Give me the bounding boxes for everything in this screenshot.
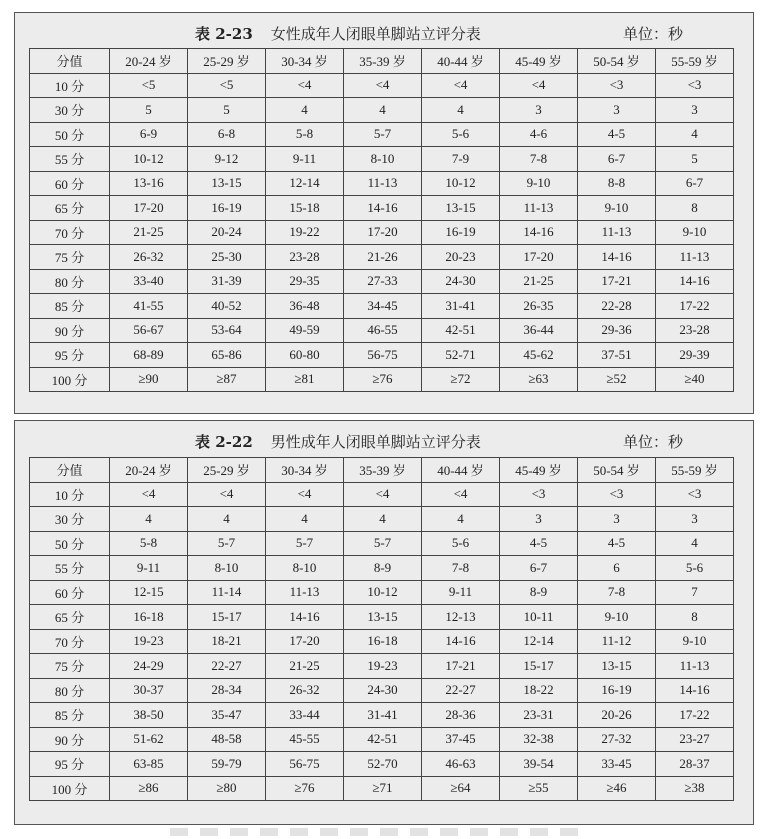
time-range-cell: 8-8 [578, 171, 656, 196]
time-range-cell: 24-29 [110, 654, 188, 679]
time-range-cell: 4 [344, 98, 422, 123]
time-range-cell: ≥80 [188, 776, 266, 801]
time-range-cell: 26-32 [110, 245, 188, 270]
time-range-cell: 42-51 [422, 318, 500, 343]
table-row [30, 220, 734, 245]
time-range-cell: 4 [110, 507, 188, 532]
time-range-cell: 23-31 [500, 703, 578, 728]
score-cell: 50 分 [30, 122, 110, 147]
time-range-cell: 46-55 [344, 318, 422, 343]
time-range-cell: 10-12 [110, 147, 188, 172]
header-cell-age-group: 50-54 岁 [578, 49, 656, 74]
time-range-cell: 15-17 [188, 605, 266, 630]
table-row [30, 531, 734, 556]
time-range-cell: 23-28 [266, 245, 344, 270]
time-range-cell: 14-16 [656, 678, 734, 703]
score-cell: 65 分 [30, 605, 110, 630]
time-range-cell: 3 [656, 98, 734, 123]
time-range-cell: <3 [656, 73, 734, 98]
table-row [30, 318, 734, 343]
time-range-cell: 22-27 [188, 654, 266, 679]
time-range-cell: 6 [578, 556, 656, 581]
time-range-cell: 63-85 [110, 752, 188, 777]
time-range-cell: 31-39 [188, 269, 266, 294]
header-cell-age-group: 40-44 岁 [422, 458, 500, 483]
time-range-cell: 3 [578, 98, 656, 123]
time-range-cell: <3 [578, 482, 656, 507]
time-range-cell: 53-64 [188, 318, 266, 343]
time-range-cell: 15-17 [500, 654, 578, 679]
header-cell-score: 分值 [30, 49, 110, 74]
time-range-cell: 34-45 [344, 294, 422, 319]
score-cell: 70 分 [30, 220, 110, 245]
time-range-cell: 10-11 [500, 605, 578, 630]
time-range-cell: <4 [500, 73, 578, 98]
time-range-cell: 4 [656, 531, 734, 556]
time-range-cell: 14-16 [266, 605, 344, 630]
time-range-cell: 33-45 [578, 752, 656, 777]
header-cell-age-group: 35-39 岁 [344, 49, 422, 74]
blurred-footer-text [170, 828, 590, 836]
time-range-cell: 14-16 [500, 220, 578, 245]
time-range-cell: 7 [656, 580, 734, 605]
time-range-cell: 29-39 [656, 343, 734, 368]
time-range-cell: 51-62 [110, 727, 188, 752]
time-range-cell: 9-11 [422, 580, 500, 605]
time-range-cell: 17-20 [266, 629, 344, 654]
table-number: 表 2-23 [195, 25, 253, 43]
score-cell: 80 分 [30, 269, 110, 294]
time-range-cell: 31-41 [344, 703, 422, 728]
score-cell: 75 分 [30, 654, 110, 679]
time-range-cell: 25-30 [188, 245, 266, 270]
time-range-cell: 11-13 [500, 196, 578, 221]
time-range-cell: 16-19 [422, 220, 500, 245]
time-range-cell: 5-7 [266, 531, 344, 556]
time-range-cell: 37-51 [578, 343, 656, 368]
time-range-cell: 22-28 [578, 294, 656, 319]
table-row [30, 703, 734, 728]
time-range-cell: 46-63 [422, 752, 500, 777]
table-row [30, 629, 734, 654]
time-range-cell: 31-41 [422, 294, 500, 319]
time-range-cell: 9-10 [500, 171, 578, 196]
female-score-table-panel [14, 12, 754, 414]
header-row [30, 49, 734, 74]
time-range-cell: 4 [344, 507, 422, 532]
table-row [30, 678, 734, 703]
header-cell-score: 分值 [30, 458, 110, 483]
time-range-cell: 13-15 [422, 196, 500, 221]
time-range-cell: 10-12 [422, 171, 500, 196]
time-range-cell: 9-12 [188, 147, 266, 172]
time-range-cell: 3 [500, 98, 578, 123]
time-range-cell: 14-16 [422, 629, 500, 654]
time-range-cell: 17-21 [578, 269, 656, 294]
score-cell: 90 分 [30, 318, 110, 343]
time-range-cell: 17-21 [422, 654, 500, 679]
score-cell: 90 分 [30, 727, 110, 752]
time-range-cell: 15-18 [266, 196, 344, 221]
score-table [29, 457, 734, 801]
time-range-cell: 13-15 [344, 605, 422, 630]
time-range-cell: 13-15 [188, 171, 266, 196]
time-range-cell: 42-51 [344, 727, 422, 752]
time-range-cell: 37-45 [422, 727, 500, 752]
time-range-cell: ≥46 [578, 776, 656, 801]
time-range-cell: 17-20 [110, 196, 188, 221]
table-title [195, 23, 481, 44]
score-table [29, 48, 734, 392]
time-range-cell: <4 [188, 482, 266, 507]
table-row [30, 73, 734, 98]
time-range-cell: 8 [656, 196, 734, 221]
time-range-cell: 21-25 [266, 654, 344, 679]
time-range-cell: 16-18 [110, 605, 188, 630]
header-cell-age-group: 45-49 岁 [500, 49, 578, 74]
table-row [30, 580, 734, 605]
time-range-cell: 23-27 [656, 727, 734, 752]
header-cell-age-group: 30-34 岁 [266, 458, 344, 483]
time-range-cell: 12-14 [500, 629, 578, 654]
time-range-cell: 16-19 [578, 678, 656, 703]
time-range-cell: 11-13 [344, 171, 422, 196]
time-range-cell: 9-10 [656, 629, 734, 654]
time-range-cell: 60-80 [266, 343, 344, 368]
time-range-cell: 7-9 [422, 147, 500, 172]
time-range-cell: <4 [344, 73, 422, 98]
time-range-cell: 9-10 [578, 605, 656, 630]
table-row [30, 269, 734, 294]
time-range-cell: <3 [656, 482, 734, 507]
header-cell-age-group: 55-59 岁 [656, 49, 734, 74]
time-range-cell: 19-22 [266, 220, 344, 245]
header-cell-age-group: 45-49 岁 [500, 458, 578, 483]
time-range-cell: 5-6 [656, 556, 734, 581]
score-cell: 50 分 [30, 531, 110, 556]
time-range-cell: 49-59 [266, 318, 344, 343]
table-row [30, 367, 734, 392]
table-row [30, 171, 734, 196]
time-range-cell: 3 [656, 507, 734, 532]
time-range-cell: 9-11 [266, 147, 344, 172]
time-range-cell: ≥71 [344, 776, 422, 801]
time-range-cell: 9-11 [110, 556, 188, 581]
header-cell-age-group: 35-39 岁 [344, 458, 422, 483]
table-title-text: 女性成年人闭眼单脚站立评分表 [270, 25, 481, 43]
time-range-cell: 6-9 [110, 122, 188, 147]
score-cell: 55 分 [30, 147, 110, 172]
time-range-cell: 35-47 [188, 703, 266, 728]
time-range-cell: 8-9 [344, 556, 422, 581]
time-range-cell: 20-26 [578, 703, 656, 728]
time-range-cell: 24-30 [422, 269, 500, 294]
time-range-cell: 7-8 [578, 580, 656, 605]
time-range-cell: 40-52 [188, 294, 266, 319]
time-range-cell: 6-7 [578, 147, 656, 172]
time-range-cell: 4-5 [500, 531, 578, 556]
score-cell: 100 分 [30, 776, 110, 801]
time-range-cell: 4-5 [578, 531, 656, 556]
time-range-cell: 12-14 [266, 171, 344, 196]
time-range-cell: 4 [266, 98, 344, 123]
table-row [30, 98, 734, 123]
header-row [30, 458, 734, 483]
time-range-cell: ≥55 [500, 776, 578, 801]
table-caption [15, 421, 753, 455]
score-cell: 85 分 [30, 294, 110, 319]
time-range-cell: 12-15 [110, 580, 188, 605]
time-range-cell: 28-36 [422, 703, 500, 728]
time-range-cell: 6-8 [188, 122, 266, 147]
time-range-cell: 22-27 [422, 678, 500, 703]
time-range-cell: 6-7 [656, 171, 734, 196]
time-range-cell: 13-15 [578, 654, 656, 679]
header-cell-age-group: 25-29 岁 [188, 458, 266, 483]
header-cell-age-group: 30-34 岁 [266, 49, 344, 74]
score-cell: 65 分 [30, 196, 110, 221]
table-unit: 单位：秒 [622, 25, 683, 43]
time-range-cell: 12-13 [422, 605, 500, 630]
time-range-cell: ≥63 [500, 367, 578, 392]
time-range-cell: 11-13 [266, 580, 344, 605]
time-range-cell: ≥76 [266, 776, 344, 801]
time-range-cell: 11-13 [578, 220, 656, 245]
time-range-cell: 36-48 [266, 294, 344, 319]
time-range-cell: 5 [656, 147, 734, 172]
time-range-cell: 5-7 [344, 531, 422, 556]
time-range-cell: 19-23 [110, 629, 188, 654]
time-range-cell: 4 [266, 507, 344, 532]
time-range-cell: 21-25 [110, 220, 188, 245]
time-range-cell: 27-32 [578, 727, 656, 752]
time-range-cell: 5 [188, 98, 266, 123]
table-row [30, 294, 734, 319]
time-range-cell: 17-22 [656, 703, 734, 728]
time-range-cell: 14-16 [578, 245, 656, 270]
time-range-cell: 4 [422, 98, 500, 123]
table-row [30, 654, 734, 679]
time-range-cell: 17-20 [500, 245, 578, 270]
time-range-cell: 5-7 [188, 531, 266, 556]
time-range-cell: 33-40 [110, 269, 188, 294]
time-range-cell: 5 [110, 98, 188, 123]
time-range-cell: 8-10 [344, 147, 422, 172]
time-range-cell: 26-32 [266, 678, 344, 703]
score-cell: 100 分 [30, 367, 110, 392]
time-range-cell: 56-75 [266, 752, 344, 777]
table-title-text: 男性成年人闭眼单脚站立评分表 [270, 433, 481, 451]
time-range-cell: 16-19 [188, 196, 266, 221]
time-range-cell: 4 [422, 507, 500, 532]
time-range-cell: 7-8 [500, 147, 578, 172]
score-cell: 10 分 [30, 73, 110, 98]
time-range-cell: ≥40 [656, 367, 734, 392]
time-range-cell: 32-38 [500, 727, 578, 752]
time-range-cell: 28-34 [188, 678, 266, 703]
table-number: 表 2-22 [195, 433, 253, 451]
time-range-cell: 19-23 [344, 654, 422, 679]
time-range-cell: 4-5 [578, 122, 656, 147]
time-range-cell: 5-8 [266, 122, 344, 147]
time-range-cell: 23-28 [656, 318, 734, 343]
time-range-cell: 45-55 [266, 727, 344, 752]
table-row [30, 507, 734, 532]
time-range-cell: 26-35 [500, 294, 578, 319]
score-cell: 85 分 [30, 703, 110, 728]
time-range-cell: 5-6 [422, 122, 500, 147]
time-range-cell: <4 [266, 482, 344, 507]
time-range-cell: 11-12 [578, 629, 656, 654]
score-cell: 10 分 [30, 482, 110, 507]
time-range-cell: 41-55 [110, 294, 188, 319]
time-range-cell: 48-58 [188, 727, 266, 752]
time-range-cell: 8 [656, 605, 734, 630]
time-range-cell: <4 [422, 73, 500, 98]
time-range-cell: 4-6 [500, 122, 578, 147]
time-range-cell: 11-13 [656, 245, 734, 270]
time-range-cell: ≥38 [656, 776, 734, 801]
time-range-cell: <4 [110, 482, 188, 507]
male-score-table-panel [14, 420, 754, 825]
time-range-cell: ≥76 [344, 367, 422, 392]
time-range-cell: 6-7 [500, 556, 578, 581]
score-cell: 55 分 [30, 556, 110, 581]
score-cell: 95 分 [30, 752, 110, 777]
time-range-cell: 7-8 [422, 556, 500, 581]
table-row [30, 605, 734, 630]
time-range-cell: 30-37 [110, 678, 188, 703]
time-range-cell: 18-21 [188, 629, 266, 654]
time-range-cell: 5-7 [344, 122, 422, 147]
time-range-cell: 4 [188, 507, 266, 532]
time-range-cell: ≥87 [188, 367, 266, 392]
table-unit: 单位：秒 [622, 433, 683, 451]
time-range-cell: 56-67 [110, 318, 188, 343]
time-range-cell: 45-62 [500, 343, 578, 368]
time-range-cell: <5 [110, 73, 188, 98]
table-row [30, 343, 734, 368]
header-cell-age-group: 40-44 岁 [422, 49, 500, 74]
header-cell-age-group: 25-29 岁 [188, 49, 266, 74]
time-range-cell: <4 [266, 73, 344, 98]
time-range-cell: <3 [500, 482, 578, 507]
score-cell: 80 分 [30, 678, 110, 703]
time-range-cell: 20-23 [422, 245, 500, 270]
time-range-cell: 5-6 [422, 531, 500, 556]
time-range-cell: 17-22 [656, 294, 734, 319]
table-row [30, 556, 734, 581]
time-range-cell: 24-30 [344, 678, 422, 703]
score-cell: 30 分 [30, 98, 110, 123]
time-range-cell: 36-44 [500, 318, 578, 343]
score-cell: 95 分 [30, 343, 110, 368]
time-range-cell: 27-33 [344, 269, 422, 294]
table-row [30, 752, 734, 777]
time-range-cell: ≥86 [110, 776, 188, 801]
time-range-cell: <4 [422, 482, 500, 507]
time-range-cell: 20-24 [188, 220, 266, 245]
time-range-cell: 29-35 [266, 269, 344, 294]
time-range-cell: 9-10 [578, 196, 656, 221]
time-range-cell: ≥72 [422, 367, 500, 392]
time-range-cell: 9-10 [656, 220, 734, 245]
score-cell: 30 分 [30, 507, 110, 532]
time-range-cell: ≥90 [110, 367, 188, 392]
table-row [30, 776, 734, 801]
time-range-cell: 21-26 [344, 245, 422, 270]
table-row [30, 147, 734, 172]
table-caption [15, 13, 753, 47]
time-range-cell: 65-86 [188, 343, 266, 368]
score-cell: 60 分 [30, 580, 110, 605]
time-range-cell: 59-79 [188, 752, 266, 777]
score-cell: 70 分 [30, 629, 110, 654]
time-range-cell: ≥64 [422, 776, 500, 801]
time-range-cell: 8-10 [188, 556, 266, 581]
time-range-cell: <5 [188, 73, 266, 98]
time-range-cell: 52-71 [422, 343, 500, 368]
time-range-cell: <4 [344, 482, 422, 507]
time-range-cell: 68-89 [110, 343, 188, 368]
header-cell-age-group: 55-59 岁 [656, 458, 734, 483]
header-cell-age-group: 20-24 岁 [110, 458, 188, 483]
table-row [30, 122, 734, 147]
time-range-cell: 28-37 [656, 752, 734, 777]
time-range-cell: 33-44 [266, 703, 344, 728]
time-range-cell: 11-14 [188, 580, 266, 605]
table-row [30, 482, 734, 507]
table-row [30, 245, 734, 270]
time-range-cell: 8-10 [266, 556, 344, 581]
time-range-cell: 3 [500, 507, 578, 532]
time-range-cell: 38-50 [110, 703, 188, 728]
time-range-cell: 14-16 [344, 196, 422, 221]
header-cell-age-group: 20-24 岁 [110, 49, 188, 74]
time-range-cell: 8-9 [500, 580, 578, 605]
time-range-cell: 3 [578, 507, 656, 532]
time-range-cell: 13-16 [110, 171, 188, 196]
time-range-cell: 10-12 [344, 580, 422, 605]
time-range-cell: 16-18 [344, 629, 422, 654]
score-cell: 60 分 [30, 171, 110, 196]
table-title [195, 431, 481, 452]
time-range-cell: 52-70 [344, 752, 422, 777]
time-range-cell: 56-75 [344, 343, 422, 368]
time-range-cell: <3 [578, 73, 656, 98]
time-range-cell: ≥81 [266, 367, 344, 392]
score-cell: 75 分 [30, 245, 110, 270]
time-range-cell: 4 [656, 122, 734, 147]
time-range-cell: 18-22 [500, 678, 578, 703]
time-range-cell: 17-20 [344, 220, 422, 245]
time-range-cell: 14-16 [656, 269, 734, 294]
table-row [30, 727, 734, 752]
time-range-cell: 11-13 [656, 654, 734, 679]
time-range-cell: 21-25 [500, 269, 578, 294]
table-row [30, 196, 734, 221]
header-cell-age-group: 50-54 岁 [578, 458, 656, 483]
time-range-cell: ≥52 [578, 367, 656, 392]
time-range-cell: 5-8 [110, 531, 188, 556]
time-range-cell: 29-36 [578, 318, 656, 343]
time-range-cell: 39-54 [500, 752, 578, 777]
